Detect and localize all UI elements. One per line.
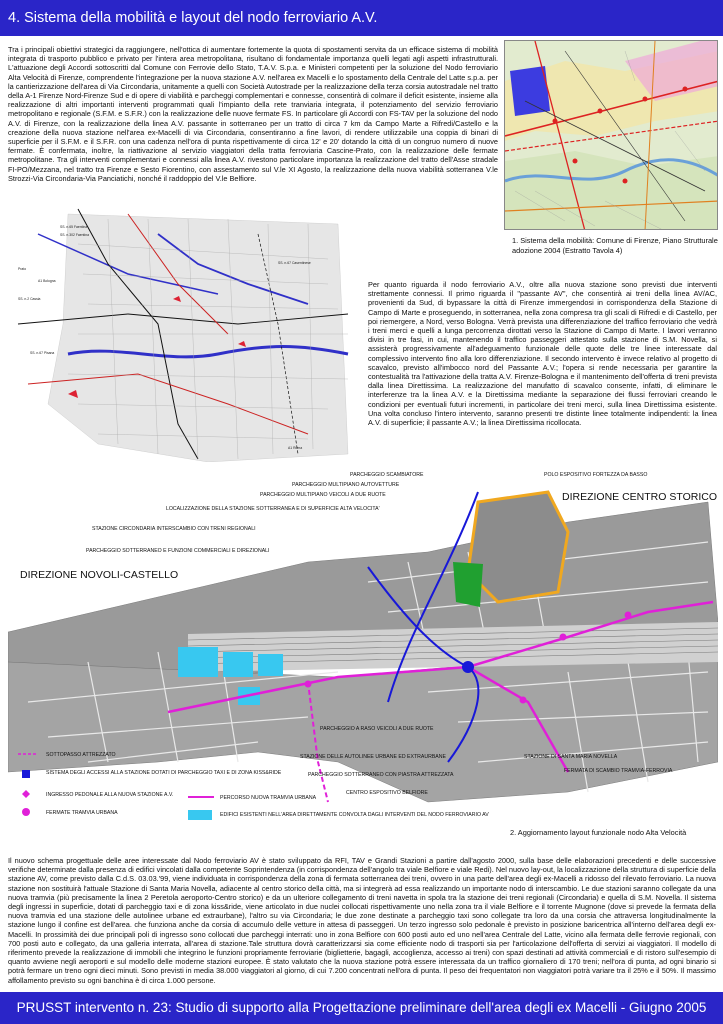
figure2-caption: 2. Aggiornamento layout funzionale nodo Alta Velocità: [510, 828, 687, 837]
direction-centro-storico: DIREZIONE CENTRO STORICO: [562, 491, 717, 503]
footer-text: PRUSST intervento n. 23: Studio di supporto alla Progettazione preliminare dell'area degli ex Macelli - Giugno 2005: [16, 1000, 707, 1015]
map2-label: A1 Bologna: [38, 279, 56, 283]
legend-label: INGRESSO PEDONALE ALLA NUOVA STAZIONE A.V.: [46, 792, 174, 798]
map2-label: SS. n.67 Pisana: [30, 351, 55, 355]
label-parcheggio-sotterraneo: PARCHEGGIO SOTTERRANEO E FUNZIONI COMMERCIALI E DIREZIONALI: [86, 548, 270, 554]
label-stazione-autolinee: STAZIONE DELLE AUTOLINEE URBANE ED EXTRAURBANE: [300, 754, 446, 760]
label-stazione-circondaria: STAZIONE CIRCONDARIA INTERSCAMBIO CON TRENI REGIONALI: [92, 526, 256, 532]
direction-novoli-castello: DIREZIONE NOVOLI-CASTELLO: [20, 569, 179, 581]
legend-label: SOTTOPASSO ATTREZZATO: [46, 752, 116, 758]
page-footer: [0, 992, 723, 1024]
label-parcheggio-scambiatore: PARCHEGGIO SCAMBIATORE: [350, 472, 424, 478]
map2-label: SS. n.2 Cassia: [18, 297, 41, 301]
map2-label: A1 Roma: [288, 446, 303, 450]
page-title: 4. Sistema della mobilità e layout del nodo ferroviario A.V.: [8, 10, 378, 26]
map2-label: SS. n.302 Faentina: [60, 233, 90, 237]
label-parcheggio-veicoli: PARCHEGGIO MULTIPIANO VEICOLI A DUE RUOTE: [260, 492, 386, 498]
map2-label: Prato: [18, 267, 27, 271]
label-fermata-scambio: FERMATA DI SCAMBIO TRAMVIA-FERROVIA: [564, 768, 673, 774]
mobility-plan-graphic: [8, 204, 362, 466]
label-parcheggio-piastra: PARCHEGGIO SOTTERRANEO CON PIASTRA ATTREZZATA: [308, 772, 454, 778]
label-parcheggio-raso: PARCHEGGIO A RASO VEICOLI A DUE RUOTE: [320, 726, 434, 732]
page-header: [0, 0, 723, 36]
map2-label: SS. n.65 Faentina: [60, 225, 88, 229]
legend-label: EDIFICI ESISTENTI NELL'AREA DIRETTAMENTE CONVOLTA DAGLI INTERVENTI DEL NODO FERROVIARIO AV: [220, 812, 489, 818]
label-localizzazione: LOCALIZZAZIONE DELLA STAZIONE SOTTERRANEA E DI SUPERFICIE ALTA VELOCITA': [166, 506, 380, 512]
figure1-caption: 1. Sistema della mobilità: Comune di Firenze, Piano Strutturale adozione 2004 (Estratto Tavola 4): [512, 236, 718, 255]
layout-description-paragraph: Il nuovo schema progettuale delle aree interessate dal Nodo ferroviario AV è stato sviluppato da RFI, TAV e Grandi Stazioni a partire dall'agosto 2000, sulla base delle elaborazioni precedenti e delle successive verifiche determinate dalla presenza di edifici vincolati dalla competente Soprintendenza (in corrispondenza dell'angolo tra viale Belfiore e viale Redi). Nel nuovo lay-out, la localizzazione della struttura di superficie della stazione AV, come previsto dalla C.d.S. 03.03.'99, viene individuata in corrispondenza della zona di fermata sotterranea dei treni, ovvero in una parte dell'area degli ex-Macelli a ridosso del rilevato ferroviario. La nuova stazione non sostituirà l'attuale Stazione di Santa Maria Novella, adiacente al centro storico della città, ma si integrerà ad essa realizzando un importante nodo di interscambio. Le due stazioni saranno collegate da una nuova tramvia (più precisamente la linea 2 Peretola aeroporto-Centro storico) e da un ulteriore collegamento di treni navetta in spola tra la stazione dei treni regionali (Circondaria) e quella di S.M. Novella. Il sistema degli ingressi in superficie, dotati di parcheggio taxi e di zona kiss&ride, viene articolato in due nuclei collocati rispettivamente uno nella zona tra il viale Belfiore e il torrente Mugnone (dove si prevede la fermata della nuova tramvia ed una stazione delle autolinee urbane ed extraurbane), l'altro su via Circondaria; le due zone destinate a parcheggio taxi sono collegate tra loro da una corsia che attraversa longitudinalmente la stazione lungo il confine est dell'area. che funziona anche da corsia di accumulo delle vetture in attesa di passeggeri. Un terzo ingresso solo pedonale è previsto in posizione baricentrica all'interno dell'area degli ex-Macelli. In prossimità dei due principali poli di ingresso sono collocati due parcheggi interrati: uno in zona Belfiore con 600 posti auto ed uno nell'area Centrale del Latte, vicino alla fermata delle ferrovie regionali, con 700 posti auto e collegato, da una galleria interrata, all'area di stazione.Tale struttura dovrà caratterizzarsi sia come efficiente nodo di trasporti sia per l'articolazione dell'offerta di servizi ai viaggiatori. Il modello di riferimento prevede la realizzazione di immobili che integrino le funzioni propriamente ferroviarie (biglietterie, bagagli, accoglienza, accesso ai treni) con spazi destinati ad attività commerciali e di ristoro sull'esempio di quanto avviene negli aeroporti e sul modello delle moderne stazioni europee. È stato valutato che la nuova stazione potrà essere interessata da un traffico giornaliero di 170 treni; nell'ora di punta, ad ogni binario si potrà fermare un treno ogni dieci minuti. Sono previsti in media 38.000 viaggiatori al giorno, di cui 7.200 concentrati nell'ora di punta. Il peso dei frequentatori non viaggiatori potrà variare tra il 25% e il 50%. Il massimo affollamento previsto su ogni banchina è di circa 1.000 persone.: [8, 856, 716, 985]
mobility-system-map-graphic: [505, 41, 718, 230]
mobility-system-map: [504, 40, 718, 230]
legend-label: PERCORSO NUOVA TRAMVIA URBANA: [220, 795, 317, 801]
label-stazione-smn: STAZIONE DI SANTA MARIA NOVELLA: [524, 754, 618, 760]
label-polo-espositivo: POLO ESPOSITIVO FORTEZZA DA BASSO: [544, 472, 648, 478]
legend-label: FERMATE TRAMVIA URBANA: [46, 810, 118, 816]
legend-label: SISTEMA DEGLI ACCESSI ALLA STAZIONE DOTATI DI PARCHEGGIO TAXI E DI ZONA KISS&RIDE: [46, 770, 282, 776]
av-node-paragraph: Per quanto riguarda il nodo ferroviario A.V., oltre alla nuova stazione sono previsti due interventi strettamente connessi. Il primo riguarda il "passante AV", che consentirà ai treni della linea AV/AC, provenienti da Sud, di bypassare la città di Firenze immergendosi in corrispondenza della Stazione di Campo di Marte e proseguendo, in sotterranea, nella zona compresa tra gli scali di Rifredi e di Castello, per poi riemergere, a Nord, verso Bologna. Verrà prevista una differenziazione del traffico ferroviario che vedrà i treni merci e quelli a lunga percorrenza dirottati verso la Stazione di Campo di Marte. I lavori verranno divisi in tre fasi, in cui, mantenendo il traffico passeggeri attestato sulla stazione di S.M. Novella, si assisterà progressivamente all'adeguamento funzionale delle quote delle tre linee interessate dal complessivo intervento fino alla loro differenziazione. Il secondo intervento è invece relativo al progetto di scavalco, previsto all'imbocco nord del Passante A.V.; l'opera si rende necessaria per garantire la contestualità tra l'attivazione della tratta A.V. Firenze-Bologna e il mantenimento dell'offerta di treni prevista dalla linea Direttissima. La realizzazione del manufatto di scavalco consente, infatti, di eliminare le interferenze tra la linea A.V. e la Direttissima mediante la separazione dei flussi ferroviari creando le condizioni per eventuali futuri incrementi, in particolare dei treni merci, sulla linea Direttissima esistente. Una volta concluso l'intero intervento, saranno presenti tre distinte linee totalmente indipendenti: la linea A.V. di superficie; il passante A.V.; la linea Direttissima ricollocata.: [368, 280, 718, 428]
map2-label: SS. n.67 Casentinese: [278, 261, 311, 265]
intro-paragraph: Tra i principali obiettivi strategici da raggiungere, nell'ottica di aumentare fortemente la quota di spostamenti servita da un efficace sistema di mobilità integrata di trasporto pubblico e privato per l'intera area metropolitana, risultano di fondamentale importanza quelli legati agli aspetti infrastrutturali. L'attuazione degli Accordi sottoscritti dal Comune con Ferrovie dello Stato, T.A.V. S.p.a. e Ministeri competenti per la soluzione del Nodo ferroviario Alta Velocità di Firenze, comprendente l'integrazione per la nuova stazione A.V. nell'area ex Macelli e lo spostamento della Centrale del Latte s.p.a. per la cantierizzazione dell'area di Via Circondaria, unitamente a quelli con Società Autostrade per la realizzazione della terza corsia autostradale nel tratto della A-1 Firenze Nord-Firenze Sud e di opere di viabilità e parcheggi complementari e connesse, consentirà di colmare il deficit esistente, insieme alla realizzazione di altri importanti interventi programmati quali l'impianto della rete tranviaria integrata, il potenziamento del servizio ferroviario metropolitano e regionale (S.F.M. e S.F.R.) con la realizzazione delle nuove fermate FS. In particolare gli Accordi con FS-TAV per la soluzione del nodo A.V. di Firenze, con la realizzazione della linea A.V. passante in sotterraneo per un tratto di circa 7 km da Campo Marte a Rifredi/Castello e la creazione della nuova stazione nell'area ex-Macelli di via Circondaria, consentiranno a fine lavori, di rendere utilizzabile una coppia di binari di superficie per il S.F.M. e il S.F.R. con una cadenza nell'ora di punta rispettivamente di circa 12' e 20' dotando la città di un congruo numero di nuove fermate. È confermata, inoltre, la riattivazione al servizio viaggiatori della tratta ferroviaria Cascine-Prato, con la realizzazione delle fermate metropolitane. Tra gli interventi complementari e connessi alla linea A.V. rivestono particolare importanza la realizzazione del tratto dell'Asse stradale FI-PO/Mezzana, nel tratto tra Firenze e Sesto Fiorentino, con assestamento sul V.le XI Agosto, la realizzazione della nuova viabilità sotterranea V.le Strozzi-Via Circondaria-Via Panciatichi, nonché il raddoppio del V.le Belfiore.: [8, 45, 498, 183]
functional-layout-graphic: [8, 462, 718, 850]
label-centro-belfiore: CENTRO ESPOSITIVO BELFIORE: [346, 790, 428, 796]
mobility-plan-map: [8, 204, 362, 466]
label-parcheggio-autovetture: PARCHEGGIO MULTIPIANO AUTOVETTURE: [292, 482, 400, 488]
functional-layout-map: [8, 462, 718, 850]
